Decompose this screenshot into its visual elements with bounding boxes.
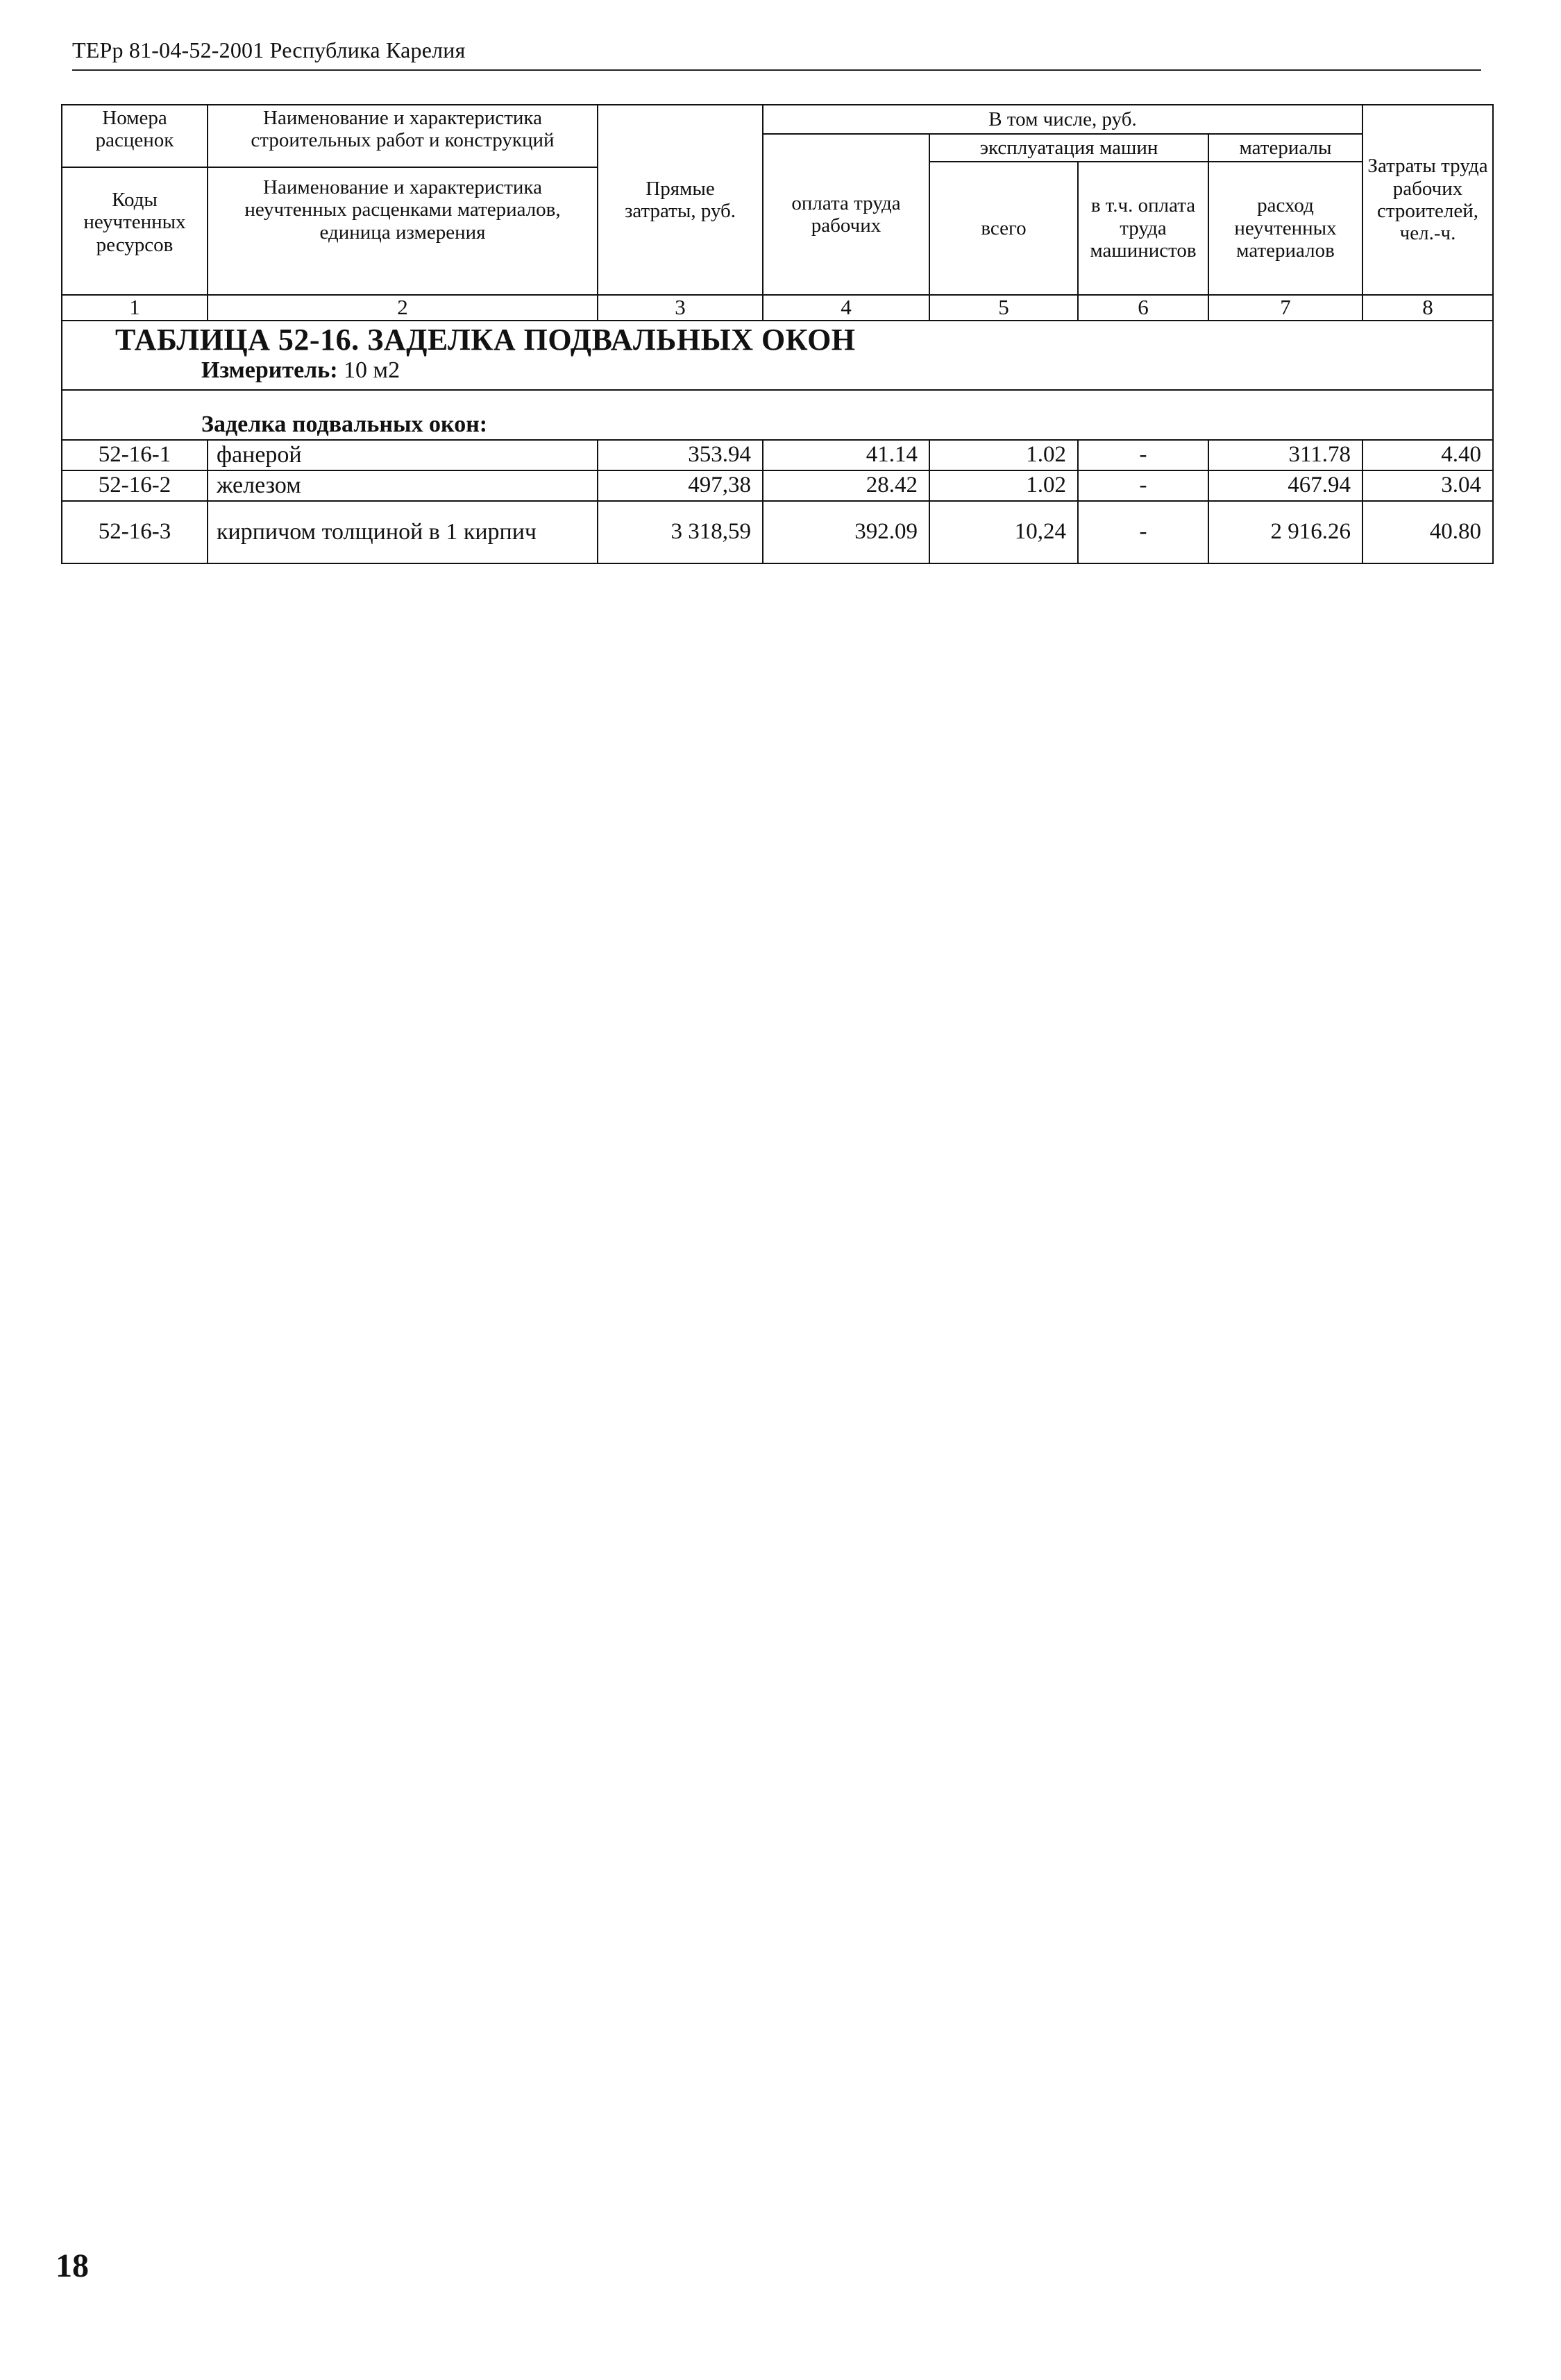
col-number: 3	[598, 295, 763, 321]
measure-label: Измеритель:	[201, 357, 338, 383]
row-materials-cost: 467.94	[1208, 470, 1362, 501]
table-title: ТАБЛИЦА 52-16. ЗАДЕЛКА ПОДВАЛЬНЫХ ОКОН	[115, 322, 856, 357]
header-group-included: В том числе, руб.	[763, 105, 1362, 134]
col-number: 1	[62, 295, 208, 321]
row-labor-hours: 3.04	[1362, 470, 1493, 501]
row-materials-cost: 2 916.26	[1208, 501, 1362, 563]
header-col7: расход неучтенных материалов	[1208, 162, 1362, 295]
row-code: 52-16-1	[62, 440, 208, 470]
row-labor-cost: 392.09	[763, 501, 929, 563]
row-machinist-cost: -	[1078, 501, 1208, 563]
row-labor-hours: 4.40	[1362, 440, 1493, 470]
row-labor-cost: 28.42	[763, 470, 929, 501]
row-machine-cost: 1.02	[929, 440, 1078, 470]
col-number: 4	[763, 295, 929, 321]
row-machinist-cost: -	[1078, 440, 1208, 470]
header-rule	[72, 69, 1481, 71]
table-row	[62, 470, 1493, 501]
row-machine-cost: 10,24	[929, 501, 1078, 563]
header-col1-divider	[62, 167, 207, 168]
row-name: кирпичом толщиной в 1 кирпич	[208, 501, 598, 563]
header-col2-divider	[208, 167, 597, 168]
header-group-machines: эксплуатация машин	[929, 134, 1208, 162]
col-number: 2	[208, 295, 598, 321]
row-code: 52-16-3	[62, 501, 208, 563]
table-row	[62, 440, 1493, 470]
row-name: железом	[208, 470, 598, 501]
row-materials-cost: 311.78	[1208, 440, 1362, 470]
row-direct-cost: 353.94	[598, 440, 763, 470]
col-number: 5	[929, 295, 1078, 321]
col-number: 7	[1208, 295, 1362, 321]
header-col5: всего	[929, 162, 1078, 295]
header-group-materials: материалы	[1208, 134, 1362, 162]
row-code: 52-16-2	[62, 470, 208, 501]
running-header: ТЕРр 81-04-52-2001 Республика Карелия	[72, 37, 466, 62]
header-col1	[62, 105, 208, 295]
col-number: 6	[1078, 295, 1208, 321]
header-col6: в т.ч. оплата труда машинистов	[1078, 162, 1208, 295]
header-col2	[208, 105, 598, 295]
row-labor-hours: 40.80	[1362, 501, 1493, 563]
row-labor-cost: 41.14	[763, 440, 929, 470]
header-col1-bottom: Коды неучтенных ресурсов	[83, 189, 186, 256]
measure-value: 10 м2	[344, 357, 400, 383]
page-number: 18	[56, 2247, 89, 2284]
group-label: Заделка подвальных окон:	[201, 411, 488, 437]
header-col3: Прямые затраты, руб.	[598, 105, 763, 295]
header-col4: оплата труда рабочих	[763, 134, 929, 295]
row-machinist-cost: -	[1078, 470, 1208, 501]
table-measure	[201, 357, 400, 384]
header-col2-bottom: Наименование и характеристика неучтенных расценками материалов, единица измерения	[244, 176, 561, 244]
table-title-cell	[62, 321, 1493, 390]
group-cell	[62, 390, 1493, 440]
table-row	[62, 501, 1493, 563]
rates-table	[61, 104, 1494, 564]
header-col1-top: Номера расценок	[95, 107, 174, 152]
col-number: 8	[1362, 295, 1493, 321]
row-direct-cost: 3 318,59	[598, 501, 763, 563]
row-machine-cost: 1.02	[929, 470, 1078, 501]
header-col8: Затраты труда рабочих строителей, чел.-ч.	[1362, 105, 1493, 295]
row-name: фанерой	[208, 440, 598, 470]
header-col2-top: Наименование и характеристика строительных работ и конструкций	[251, 107, 555, 152]
row-direct-cost: 497,38	[598, 470, 763, 501]
